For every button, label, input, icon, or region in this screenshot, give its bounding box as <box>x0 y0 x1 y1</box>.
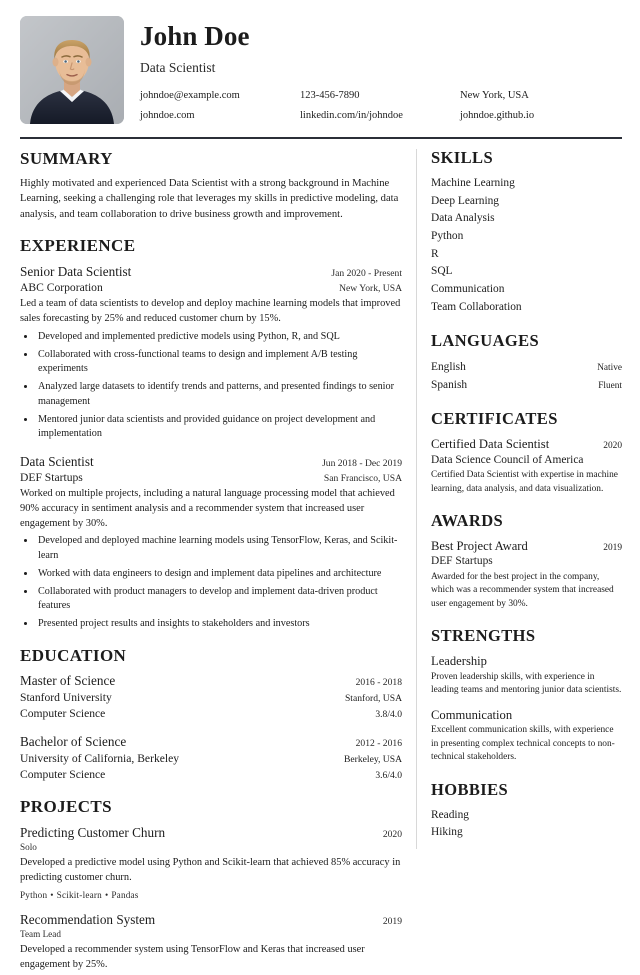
sidebar-column <box>416 149 622 849</box>
education-gpa: 3.8/4.0 <box>375 708 402 720</box>
page-title: John Doe <box>140 21 250 51</box>
skill-item: SQL <box>431 265 453 278</box>
project-description: Developed a predictive model using Python and Scikit-learn that achieved 85% accuracy in predicting customer churn. <box>20 857 401 883</box>
section-heading-skills: SKILLS <box>431 148 494 167</box>
list-item: • Collaborated with product managers to develop and implement data-driven product features <box>36 585 402 614</box>
certificate-name: Certified Data Scientist <box>431 437 550 452</box>
education-gpa: 3.6/4.0 <box>375 770 402 782</box>
job-title: Data Scientist <box>140 59 216 75</box>
experience-dates: Jun 2018 - Dec 2019 <box>322 457 402 469</box>
education-entry <box>20 672 402 722</box>
language-level: Fluent <box>598 381 622 392</box>
project-tag: Python <box>20 889 48 900</box>
section-heading-education: EDUCATION <box>20 645 127 665</box>
strength-name: Communication <box>431 707 513 722</box>
education-school: University of California, Berkeley <box>20 751 180 765</box>
education-field: Computer Science <box>20 706 106 720</box>
contact-email[interactable]: johndoe@example.com <box>140 89 240 101</box>
experience-bullets <box>20 330 402 442</box>
project-entry <box>20 824 402 900</box>
project-name: Recommendation System <box>20 911 156 927</box>
skill-item: Data Analysis <box>431 212 495 225</box>
contact-location: New York, USA <box>460 89 529 101</box>
contact-linkedin[interactable]: linkedin.com/in/johndoe <box>300 110 403 121</box>
strength-entry <box>431 707 622 765</box>
award-name: Best Project Award <box>431 539 528 554</box>
award-issuer: DEF Startups <box>431 555 493 568</box>
section-heading-summary: SUMMARY <box>20 149 113 168</box>
tag-separator-dot: • <box>104 889 109 900</box>
header-text-block <box>140 16 622 122</box>
certificate-entry <box>431 436 622 496</box>
education-location: Berkeley, USA <box>344 753 402 765</box>
list-item: • Collaborated with cross-functional teams to design and implement A/B testing experiments <box>36 348 402 377</box>
project-description: Developed a recommender system using TensorFlow and Keras that increased user engagement by 25%. <box>20 943 365 970</box>
education-location: Stanford, USA <box>344 692 402 704</box>
language-name: English <box>431 361 466 374</box>
certificate-description: Certified Data Scientist with expertise in machine learning, data analysis, and data visualization. <box>431 470 618 494</box>
list-item: • Presented project results and insights to stakeholders and investors <box>36 617 402 631</box>
experience-entry <box>20 453 402 632</box>
skill-item: Communication <box>431 283 505 295</box>
language-name: Spanish <box>431 379 468 392</box>
certificate-year: 2020 <box>603 441 622 452</box>
experience-location: San Francisco, USA <box>323 472 402 484</box>
language-level: Native <box>597 363 622 374</box>
contact-phone[interactable]: 123-456-7890 <box>300 89 360 101</box>
strength-entry <box>431 653 622 697</box>
profile-photo <box>20 16 124 124</box>
tag-separator-dot: • <box>50 889 54 900</box>
section-heading-certificates: CERTIFICATES <box>431 409 558 429</box>
hobby-item: Hiking <box>431 826 463 839</box>
header-divider <box>20 137 622 139</box>
experience-title: Data Scientist <box>20 453 94 469</box>
project-name: Predicting Customer Churn <box>20 825 166 841</box>
certificate-issuer: Data Science Council of America <box>431 453 584 466</box>
section-heading-experience: EXPERIENCE <box>20 236 136 256</box>
project-year: 2019 <box>382 915 402 927</box>
education-degree: Bachelor of Science <box>20 734 127 750</box>
project-tag: Scikit-learn <box>56 889 102 900</box>
project-role: Solo <box>20 842 37 853</box>
experience-description: Led a team of data scientists to develop and deploy machine learning models that improved sales forecasting by 25% and reduced customer churn by 15%. <box>20 298 401 324</box>
section-heading-awards: AWARDS <box>431 511 504 531</box>
language-item <box>431 358 622 376</box>
education-dates: 2012 - 2016 <box>355 738 402 750</box>
list-item: • Developed and deployed machine learning models using TensorFlow, Keras, and Scikit-learn <box>36 534 402 563</box>
summary-text: Highly motivated and experienced Data Scientist with a strong background in Machine Learning, seeking a challenging role that leverages my skills in predictive modeling, data analysis, and team collaboration to drive business growth and improvement. <box>20 177 399 220</box>
experience-dates: Jan 2020 - Present <box>331 267 402 279</box>
list-item: • Analyzed large datasets to identify trends and patterns, and presented findings to senior management <box>36 380 402 409</box>
list-item: • Mentored junior data scientists and provided guidance on project development and implementation <box>36 413 402 442</box>
skill-item: Machine Learning <box>431 176 515 189</box>
experience-title: Senior Data Scientist <box>20 263 132 279</box>
award-description: Awarded for the best project in the company, which was a recommender system that increased user engagement by 30%. <box>431 571 614 609</box>
contact-website[interactable]: johndoe.com <box>140 110 195 121</box>
skill-item: Deep Learning <box>431 194 499 207</box>
section-heading-projects: PROJECTS <box>20 797 112 817</box>
award-year: 2019 <box>603 543 622 554</box>
award-entry <box>431 538 622 611</box>
hobby-item: Reading <box>431 808 469 821</box>
experience-location: New York, USA <box>339 282 402 294</box>
strength-description: Proven leadership skills, with experience in leading teams and mentoring junior data scientists. <box>431 671 622 696</box>
education-school: Stanford University <box>20 690 112 704</box>
list-item: • Worked with data engineers to design and implement data pipelines and architecture <box>36 567 402 581</box>
strength-description: Excellent communication skills, with experience in presenting complex technical concepts to non-technical stakeholders. <box>431 725 615 763</box>
experience-company: DEF Startups <box>20 470 83 484</box>
section-heading-strengths: STRENGTHS <box>431 626 536 646</box>
project-role: Team Lead <box>20 928 61 939</box>
education-field: Computer Science <box>20 768 106 782</box>
experience-description: Worked on multiple projects, including a natural language processing model that achieved 90% accuracy in sentiment analysis and a recommender system that increased user engagement by 30%. <box>20 488 395 529</box>
language-item <box>431 376 622 394</box>
contact-grid <box>140 89 622 122</box>
resume-body <box>20 149 622 975</box>
resume-header <box>20 16 622 124</box>
education-entry <box>20 733 402 783</box>
experience-bullets <box>20 534 402 631</box>
education-degree: Master of Science <box>20 673 116 689</box>
skill-item: R <box>431 247 439 260</box>
skill-item: Team Collaboration <box>431 300 522 313</box>
main-column <box>20 149 416 975</box>
project-tag: Pandas <box>111 889 139 900</box>
project-tags <box>20 890 402 900</box>
project-year: 2020 <box>382 829 402 841</box>
list-item: • Developed and implemented predictive models using Python, R, and SQL <box>36 330 402 344</box>
contact-github[interactable]: johndoe.github.io <box>460 110 535 121</box>
section-heading-languages: LANGUAGES <box>431 331 540 351</box>
experience-entry <box>20 263 402 442</box>
project-entry <box>20 911 402 973</box>
strength-name: Leadership <box>431 654 487 669</box>
education-dates: 2016 - 2018 <box>355 677 402 689</box>
skill-item: Python <box>431 229 464 242</box>
experience-company: ABC Corporation <box>20 280 103 294</box>
section-heading-hobbies: HOBBIES <box>431 779 509 799</box>
